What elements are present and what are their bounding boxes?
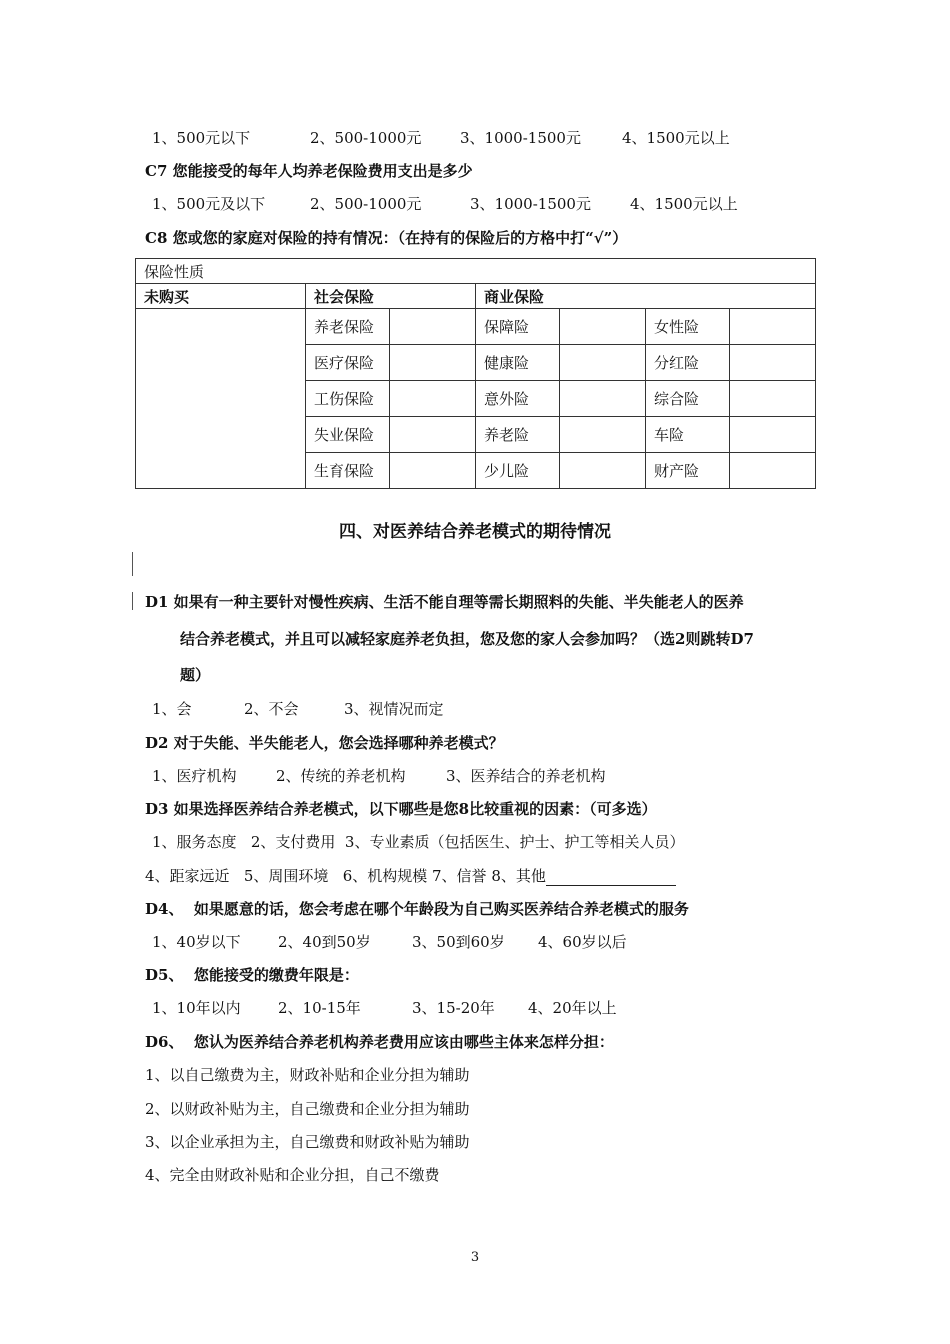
d1-question-line-3: 题） (180, 666, 211, 684)
commercial-insurance-label: 意外险 (476, 381, 560, 417)
commercial-insurance-label: 健康险 (476, 345, 560, 381)
d6-option-2: 2、以财政补贴为主，自己缴费和企业分担为辅助 (145, 1100, 470, 1118)
social-insurance-label: 失业保险 (306, 417, 390, 453)
d5-options (152, 998, 617, 1018)
commercial-insurance-label: 综合险 (646, 381, 730, 417)
c7-option-4: 4、1500元以上 (630, 195, 738, 213)
other-answer-blank[interactable] (546, 869, 676, 886)
check-box[interactable] (390, 345, 476, 381)
d1-option-3: 3、视情况而定 (344, 700, 444, 718)
d1-options (152, 699, 444, 719)
c8-question: C8 您或您的家庭对保险的持有情况：（在持有的保险后的方格中打“√”） (145, 229, 628, 247)
col-commercial-insurance: 商业保险 (476, 284, 816, 309)
commercial-insurance-label: 车险 (646, 417, 730, 453)
not-purchased-cell[interactable] (136, 309, 306, 489)
d2-options (152, 766, 606, 786)
check-box[interactable] (390, 453, 476, 489)
check-box[interactable] (560, 345, 646, 381)
check-box[interactable] (390, 417, 476, 453)
d4-option-2: 2、40到50岁 (278, 933, 371, 951)
c7-option-2: 2、500-1000元 (310, 195, 422, 213)
d5-option-1: 1、10年以内 (152, 999, 241, 1017)
social-insurance-label: 养老保险 (306, 309, 390, 345)
c6-option-1: 1、500元以下 (152, 129, 251, 147)
check-box[interactable] (730, 309, 816, 345)
check-box[interactable] (730, 345, 816, 381)
c7-options (152, 194, 738, 214)
social-insurance-label: 工伤保险 (306, 381, 390, 417)
commercial-insurance-label: 养老险 (476, 417, 560, 453)
d4-option-1: 1、40岁以下 (152, 933, 241, 951)
d3-options-line-1: 1、服务态度 2、支付费用 3、专业素质（包括医生、护士、护工等相关人员） (152, 833, 685, 851)
d1-question-line-2: 结合养老模式，并且可以减轻家庭养老负担，您及您的家人会参加吗？（选2则跳转D7 (180, 630, 754, 648)
d5-option-2: 2、10-15年 (278, 999, 361, 1017)
check-box[interactable] (390, 381, 476, 417)
d6-question: D6、 您认为医养结合养老机构养老费用应该由哪些主体来怎样分担： (145, 1033, 614, 1051)
d4-option-3: 3、50到60岁 (412, 933, 505, 951)
social-insurance-label: 生育保险 (306, 453, 390, 489)
check-box[interactable] (730, 417, 816, 453)
commercial-insurance-label: 女性险 (646, 309, 730, 345)
text-cursor-mark (132, 592, 133, 610)
d6-option-3: 3、以企业承担为主，自己缴费和财政补贴为辅助 (145, 1133, 470, 1151)
c7-option-1: 1、500元及以下 (152, 195, 266, 213)
c6-option-3: 3、1000-1500元 (460, 129, 581, 147)
commercial-insurance-label: 分红险 (646, 345, 730, 381)
page-number: 3 (470, 1250, 480, 1265)
d4-option-4: 4、60岁以后 (538, 933, 627, 951)
d2-option-1: 1、医疗机构 (152, 767, 237, 785)
col-not-purchased: 未购买 (136, 284, 306, 309)
check-box[interactable] (560, 417, 646, 453)
d3-question: D3 如果选择医养结合养老模式，以下哪些是您8比较重视的因素：（可多选） (145, 800, 657, 818)
d1-question-line-1: D1 如果有一种主要针对慢性疾病、生活不能自理等需长期照料的失能、半失能老人的医养 (145, 593, 744, 611)
c6-option-4: 4、1500元以上 (622, 129, 730, 147)
social-insurance-label: 医疗保险 (306, 345, 390, 381)
check-box[interactable] (730, 381, 816, 417)
commercial-insurance-label: 少儿险 (476, 453, 560, 489)
d5-option-4: 4、20年以上 (528, 999, 617, 1017)
d4-options (152, 932, 627, 952)
check-box[interactable] (560, 453, 646, 489)
commercial-insurance-label: 财产险 (646, 453, 730, 489)
insurance-type-header: 保险性质 (136, 259, 816, 284)
c7-option-3: 3、1000-1500元 (470, 195, 591, 213)
d2-option-3: 3、医养结合的养老机构 (446, 767, 606, 785)
text-cursor-mark (132, 552, 133, 576)
d5-question: D5、 您能接受的缴费年限是： (145, 966, 359, 984)
d6-option-1: 1、以自己缴费为主，财政补贴和企业分担为辅助 (145, 1066, 470, 1084)
check-box[interactable] (560, 381, 646, 417)
check-box[interactable] (560, 309, 646, 345)
d1-option-1: 1、会 (152, 700, 192, 718)
col-social-insurance: 社会保险 (306, 284, 476, 309)
d3-options-line-2 (145, 866, 676, 886)
check-box[interactable] (390, 309, 476, 345)
d4-question: D4、 如果愿意的话，您会考虑在哪个年龄段为自己购买医养结合养老模式的服务 (145, 900, 689, 918)
insurance-table (135, 258, 816, 489)
d2-question: D2 对于失能、半失能老人，您会选择哪种养老模式？ (145, 734, 504, 752)
d1-option-2: 2、不会 (244, 700, 299, 718)
c7-question: C7 您能接受的每年人均养老保险费用支出是多少 (145, 162, 473, 180)
d2-option-2: 2、传统的养老机构 (276, 767, 406, 785)
c6-options (152, 128, 730, 148)
d5-option-3: 3、15-20年 (412, 999, 495, 1017)
c6-option-2: 2、500-1000元 (310, 129, 422, 147)
d3-options-text: 4、距家远近 5、周围环境 6、机构规模 7、信誉 8、其他 (145, 867, 546, 885)
check-box[interactable] (730, 453, 816, 489)
section-title: 四、对医养结合养老模式的期待情况 (339, 522, 611, 542)
d6-option-4: 4、完全由财政补贴和企业分担，自己不缴费 (145, 1166, 440, 1184)
commercial-insurance-label: 保障险 (476, 309, 560, 345)
